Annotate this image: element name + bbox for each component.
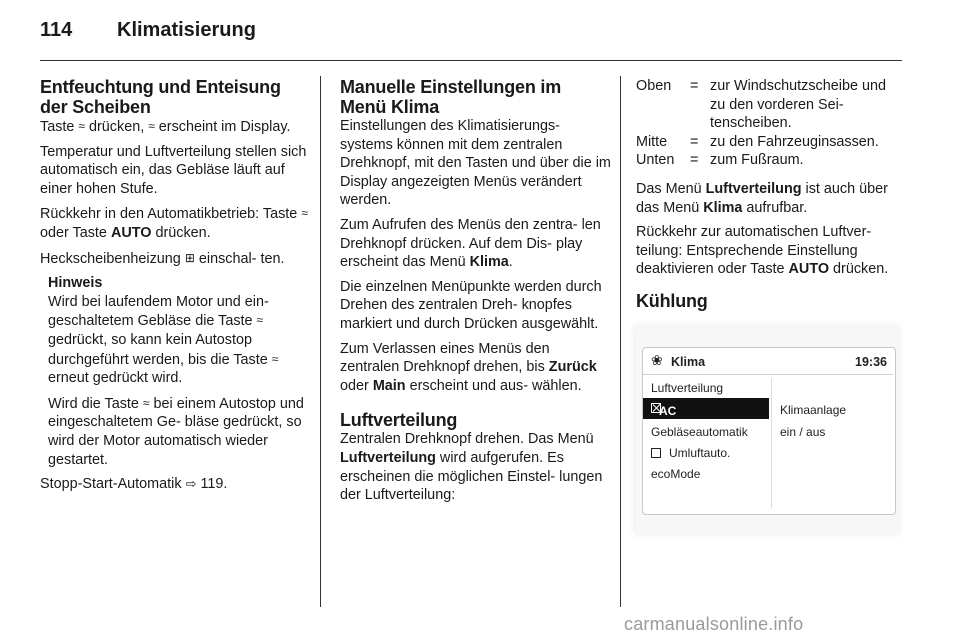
column-3 (636, 77, 904, 533)
paragraph: Temperatur und Luftverteilung stellen sich automatisch ein, das Gebläse läuft auf einer hohen Stufe. (40, 143, 307, 197)
defrost-icon: ≈ (78, 119, 85, 133)
note-paragraph: Wird bei laufendem Motor und ein- geschaltetem Gebläse die Taste ≈ gedrückt, so kann kein Autostop durchgeführt werden, bis die Taste ≈ erneut gedrückt wird. (48, 293, 279, 387)
display-clock: 19:36 (855, 354, 887, 369)
climate-display (642, 347, 896, 515)
display-divider (771, 378, 772, 508)
note-heading: Hinweis (48, 275, 103, 292)
column-divider-2 (620, 76, 621, 607)
paragraph: Taste ≈ drücken, ≈ erscheint im Display. (40, 119, 291, 135)
definition-row: Unten = zum Fußraum. (636, 152, 804, 169)
header-rule (40, 60, 902, 61)
defrost-icon: ≈ (142, 395, 150, 410)
cross-reference[interactable]: Stopp-Start-Automatik ⇨ 119. (40, 476, 228, 493)
page-title: Klimatisierung (117, 19, 256, 41)
paragraph: Zentralen Drehknopf drehen. Das Menü Luftverteilung wird aufgerufen. Es erscheinen die möglichen Einstel- lungen der Luftverteilung: (340, 431, 603, 504)
menu-item-luftverteilung[interactable]: Luftverteilung (651, 380, 724, 395)
fan-icon: ❀ (651, 351, 663, 368)
section-heading-airflow: Luftverteilung (340, 410, 458, 431)
menu-item-umluftauto[interactable]: Umluftauto. (651, 446, 730, 461)
defrost-icon: ≈ (301, 206, 308, 221)
display-screenshot (636, 327, 898, 533)
paragraph: Zum Aufrufen des Menüs den zentra- len Drehknopf drücken. Auf dem Dis- play erscheint das Menü Klima. (340, 216, 601, 271)
rear-window-heater-icon: ⊞ (184, 250, 195, 265)
column-1 (40, 77, 312, 500)
defrost-icon: ≈ (256, 313, 264, 328)
paragraph: Die einzelnen Menüpunkte werden durch Drehen des zentralen Dreh- knopfes markiert und durch Drücken ausgewählt. (340, 278, 602, 332)
defrost-icon: ≈ (271, 351, 279, 366)
note-paragraph: Wird die Taste ≈ bei einem Autostop und eingeschaltetem Ge- bläse gedrückt, so wird der Motor automatisch wieder gestartet. (48, 395, 304, 468)
definition-row: Oben = zur Windschutzscheibe und zu den vorderen Sei- tenscheiben. (636, 78, 886, 132)
menu-item-ac-selected[interactable]: AC (643, 398, 769, 419)
paragraph: Rückkehr in den Automatikbetrieb: Taste ≈ oder Taste AUTO drücken. (40, 206, 308, 241)
section-heading-cooling: Kühlung (636, 290, 708, 311)
paragraph: Rückkehr zur automatischen Luftver- teilung: Entsprechende Einstellung deaktivieren oder Taste AUTO drücken. (636, 224, 889, 278)
checkbox-unchecked-icon (651, 448, 661, 458)
note-box (48, 274, 312, 469)
column-2 (340, 77, 612, 511)
watermark: carmanualsonline.info (624, 614, 804, 634)
info-label: Klimaanlage (780, 402, 847, 417)
airflow-definition-list (636, 77, 904, 170)
definition-row: Mitte = zu den Fahrzeuginsassen. (636, 133, 879, 150)
paragraph: Einstellungen des Klimatisierungs- systems können mit dem zentralen Drehknopf, mit den Tasten und über die im Display angezeigten Menüs verändert werden. (340, 118, 611, 209)
section-heading-manual: Manuelle Einstellungen im Menü Klima (340, 77, 562, 117)
display-title: Klima (671, 354, 706, 369)
section-heading-defrost: Entfeuchtung und Enteisung der Scheiben (40, 77, 281, 117)
info-value: ein / aus (780, 424, 826, 439)
menu-item-geblaeseautomatik[interactable]: Gebläseautomatik (651, 424, 748, 439)
arrow-reference-icon: ⇨ (185, 476, 197, 492)
paragraph: Zum Verlassen eines Menüs den zentralen Drehknopf drehen, bis Zurück oder Main erscheint und aus- wählen. (340, 340, 597, 394)
menu-item-ecomode[interactable]: ecoMode (651, 466, 701, 481)
paragraph: Heckscheibenheizung ⊞ einschal- ten. (40, 250, 285, 267)
column-divider-1 (320, 76, 321, 607)
display-separator (643, 374, 893, 375)
page-number: 114 (40, 19, 73, 41)
paragraph: Das Menü Luftverteilung ist auch über das Menü Klima aufrufbar. (636, 180, 888, 216)
defrost-icon: ≈ (148, 119, 155, 133)
